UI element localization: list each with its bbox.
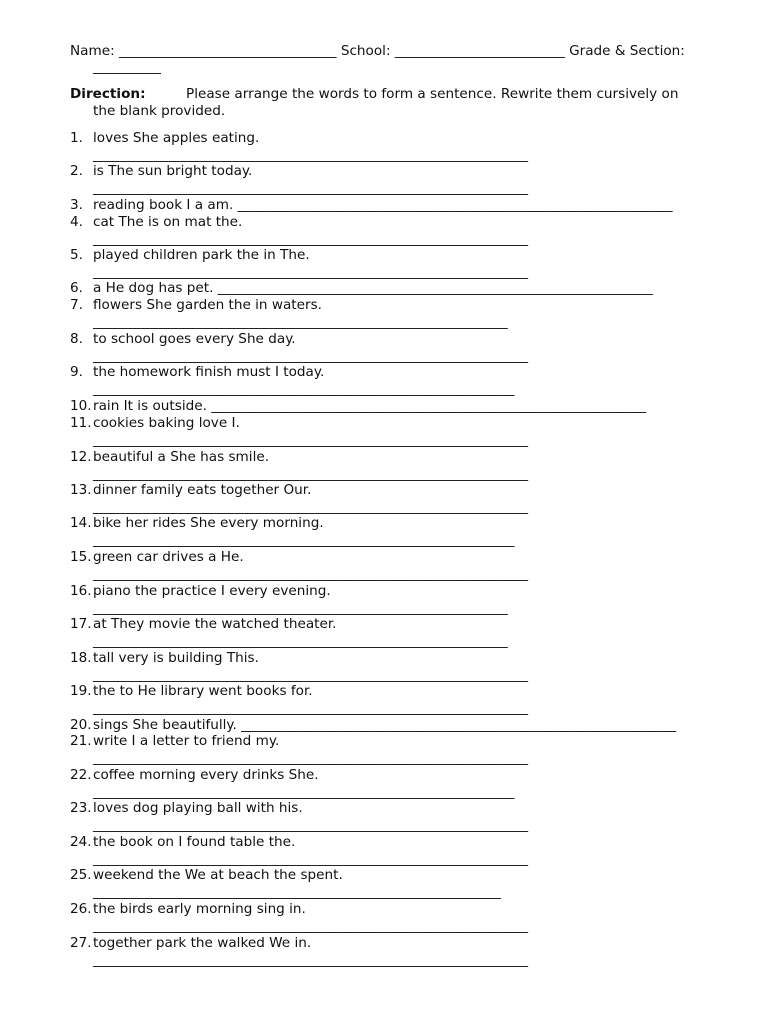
scrambled-words: played children park the in The. xyxy=(93,247,310,263)
answer-blank-line: ________________________________________________________________ xyxy=(93,180,528,196)
scrambled-words: is The sun bright today. xyxy=(93,163,253,179)
scrambled-words: at They movie the watched theater. xyxy=(93,616,337,632)
scrambled-words: bike her rides She every morning. xyxy=(93,515,324,531)
answer-blank-line: ________________________________________________________________ xyxy=(93,700,528,716)
exercise-item xyxy=(70,163,252,180)
item-number: 19. xyxy=(70,683,92,699)
scrambled-words: cookies baking love I. xyxy=(93,415,240,431)
scrambled-words: beautiful a She has smile. xyxy=(93,449,270,465)
exercise-item xyxy=(70,717,676,734)
exercise-item xyxy=(70,130,259,147)
scrambled-words: weekend the We at beach the spent. xyxy=(93,867,343,883)
item-number: 20. xyxy=(70,717,92,733)
exercise-item xyxy=(70,398,646,415)
item-number: 2. xyxy=(70,163,83,179)
scrambled-words: green car drives a He. xyxy=(93,549,244,565)
answer-blank-line: ____________________________________________________________ xyxy=(93,884,501,900)
answer-blank-line: ________________________________________________________________ xyxy=(93,348,528,364)
answer-blank-line: ________________________________________________________________ xyxy=(93,667,528,683)
item-number: 22. xyxy=(70,767,92,783)
exercise-item xyxy=(70,800,303,817)
item-number: 23. xyxy=(70,800,92,816)
exercise-item xyxy=(70,197,673,214)
answer-blank-line: ________________________________________________________________ xyxy=(93,432,528,448)
answer-blank-line: ________________________________________________________________ xyxy=(93,918,528,934)
exercise-item xyxy=(70,297,322,314)
exercise-item xyxy=(70,549,244,566)
exercise-item xyxy=(70,214,242,231)
direction-label: Direction: xyxy=(70,86,146,102)
direction-text-continued: the blank provided. xyxy=(93,103,226,119)
answer-blank-line: ________________________________________________________________ xyxy=(93,231,528,247)
answer-blank-line: ______________________________________________________________ xyxy=(93,532,515,548)
answer-blank-line: _____________________________________________________________ xyxy=(93,314,508,330)
exercise-item xyxy=(70,364,324,381)
exercise-item xyxy=(70,280,653,297)
item-number: 24. xyxy=(70,834,92,850)
item-number: 1. xyxy=(70,130,83,146)
scrambled-words: sings She beautifully. ________________________________________________________________ xyxy=(93,717,677,733)
exercise-item xyxy=(70,482,311,499)
scrambled-words: to school goes every She day. xyxy=(93,331,296,347)
grade-section-blank: __________ xyxy=(93,59,161,75)
scrambled-words: reading book I a am. ________________________________________________________________ xyxy=(93,197,673,213)
item-number: 17. xyxy=(70,616,92,632)
item-number: 12. xyxy=(70,449,92,465)
scrambled-words: together park the walked We in. xyxy=(93,935,312,951)
item-number: 13. xyxy=(70,482,92,498)
answer-blank-line: ________________________________________________________________ xyxy=(93,147,528,163)
answer-blank-line: ________________________________________________________________ xyxy=(93,566,528,582)
direction-text: Please arrange the words to form a sentence. Rewrite them cursively on xyxy=(186,86,679,102)
item-number: 25. xyxy=(70,867,92,883)
exercise-item xyxy=(70,683,313,700)
scrambled-words: write I a letter to friend my. xyxy=(93,733,280,749)
exercise-item xyxy=(70,834,295,851)
scrambled-words: piano the practice I every evening. xyxy=(93,583,331,599)
answer-blank-line: ________________________________________________________________ xyxy=(93,264,528,280)
item-number: 27. xyxy=(70,935,92,951)
scrambled-words: the book on I found table the. xyxy=(93,834,296,850)
answer-blank-line: ________________________________________________________________ xyxy=(93,750,528,766)
scrambled-words: coffee morning every drinks She. xyxy=(93,767,319,783)
item-number: 14. xyxy=(70,515,92,531)
header-info-line: Name: ________________________________ School: _________________________ Grade & Section: xyxy=(70,43,685,59)
item-number: 5. xyxy=(70,247,83,263)
item-number: 10. xyxy=(70,398,92,414)
scrambled-words: the to He library went books for. xyxy=(93,683,313,699)
item-number: 15. xyxy=(70,549,92,565)
direction-block xyxy=(70,86,710,120)
scrambled-words: a He dog has pet. ________________________________________________________________ xyxy=(93,280,653,296)
item-number: 9. xyxy=(70,364,83,380)
scrambled-words: the birds early morning sing in. xyxy=(93,901,306,917)
item-number: 21. xyxy=(70,733,92,749)
exercise-item xyxy=(70,616,337,633)
item-number: 18. xyxy=(70,650,92,666)
answer-blank-line: ______________________________________________________________ xyxy=(93,784,515,800)
item-number: 7. xyxy=(70,297,83,313)
item-number: 11. xyxy=(70,415,92,431)
item-number: 6. xyxy=(70,280,83,296)
scrambled-words: cat The is on mat the. xyxy=(93,214,243,230)
exercise-item xyxy=(70,767,319,784)
answer-blank-line: ______________________________________________________________ xyxy=(93,381,515,397)
answer-blank-line: ________________________________________________________________ xyxy=(93,817,528,833)
scrambled-words: tall very is building This. xyxy=(93,650,259,666)
item-number: 3. xyxy=(70,197,83,213)
item-number: 16. xyxy=(70,583,92,599)
answer-blank-line: ________________________________________________________________ xyxy=(93,851,528,867)
exercise-item xyxy=(70,449,269,466)
exercise-item xyxy=(70,935,311,952)
answer-blank-line: ________________________________________________________________ xyxy=(93,466,528,482)
answer-blank-line: _____________________________________________________________ xyxy=(93,600,508,616)
item-number: 8. xyxy=(70,331,83,347)
item-number: 4. xyxy=(70,214,83,230)
exercise-item xyxy=(70,415,240,432)
exercise-item xyxy=(70,583,331,600)
item-number: 26. xyxy=(70,901,92,917)
scrambled-words: loves She apples eating. xyxy=(93,130,260,146)
exercise-item xyxy=(70,247,310,264)
scrambled-words: rain It is outside. ________________________________________________________________ xyxy=(93,398,647,414)
exercise-item xyxy=(70,901,306,918)
answer-blank-line: ________________________________________________________________ xyxy=(93,499,528,515)
scrambled-words: dinner family eats together Our. xyxy=(93,482,312,498)
answer-blank-line: ________________________________________________________________ xyxy=(93,952,528,968)
answer-blank-line: _____________________________________________________________ xyxy=(93,633,508,649)
scrambled-words: loves dog playing ball with his. xyxy=(93,800,303,816)
exercise-item xyxy=(70,331,296,348)
exercise-item xyxy=(70,733,279,750)
scrambled-words: the homework finish must I today. xyxy=(93,364,325,380)
exercise-item xyxy=(70,650,259,667)
exercise-item xyxy=(70,867,343,884)
scrambled-words: flowers She garden the in waters. xyxy=(93,297,322,313)
exercise-item xyxy=(70,515,324,532)
